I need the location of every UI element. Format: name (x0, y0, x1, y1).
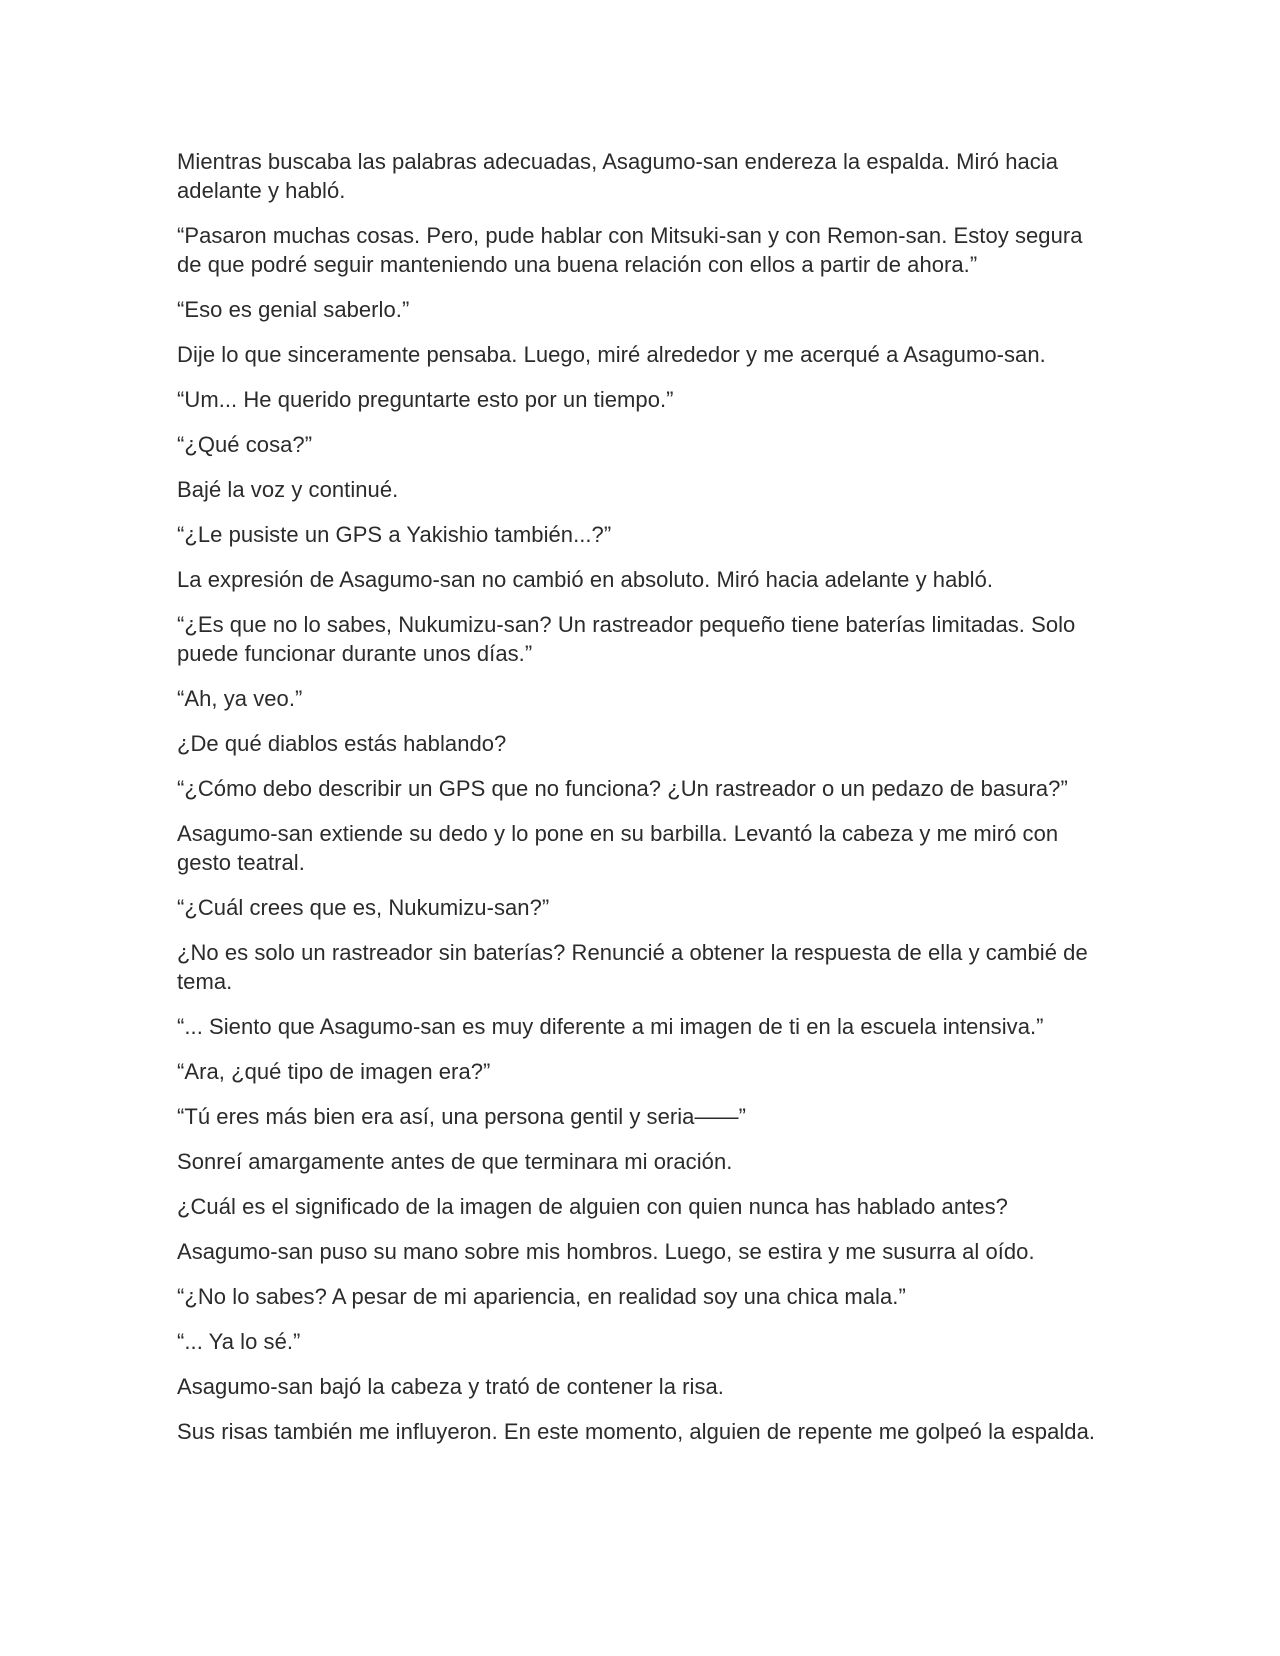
paragraph: ¿Cuál es el significado de la imagen de alguien con quien nunca has hablado antes? (177, 1194, 1008, 1219)
body-text (177, 147, 1107, 1462)
paragraph: “¿Le pusiste un GPS a Yakishio también...?” (177, 522, 612, 547)
paragraph: “Eso es genial saberlo.” (177, 297, 410, 322)
paragraph: “¿Qué cosa?” (177, 432, 313, 457)
paragraph: “¿No lo sabes? A pesar de mi apariencia, en realidad soy una chica mala.” (177, 1284, 906, 1309)
paragraph: Mientras buscaba las palabras adecuadas, Asagumo-san endereza la espalda. Miró hacia adelante y habló. (177, 149, 1059, 203)
paragraph: Asagumo-san puso su mano sobre mis hombros. Luego, se estira y me susurra al oído. (177, 1239, 1035, 1264)
paragraph: “¿Cuál crees que es, Nukumizu-san?” (177, 895, 550, 920)
paragraph: “... Ya lo sé.” (177, 1329, 301, 1354)
paragraph: “¿Es que no lo sabes, Nukumizu-san? Un rastreador pequeño tiene baterías limitadas. Solo puede funcionar durante unos días.” (177, 612, 1076, 666)
paragraph: “Tú eres más bien era así, una persona gentil y seria——” (177, 1104, 746, 1129)
paragraph: Dije lo que sinceramente pensaba. Luego, miré alrededor y me acerqué a Asagumo-san. (177, 342, 1046, 367)
paragraph: “Um... He querido preguntarte esto por un tiempo.” (177, 387, 674, 412)
paragraph: Sonreí amargamente antes de que terminara mi oración. (177, 1149, 733, 1174)
paragraph: “... Siento que Asagumo-san es muy diferente a mi imagen de ti en la escuela intensiva.” (177, 1014, 1044, 1039)
paragraph: “Ara, ¿qué tipo de imagen era?” (177, 1059, 491, 1084)
paragraph: ¿De qué diablos estás hablando? (177, 731, 507, 756)
paragraph: Asagumo-san bajó la cabeza y trató de contener la risa. (177, 1374, 724, 1399)
paragraph: ¿No es solo un rastreador sin baterías? Renuncié a obtener la respuesta de ella y cambié de tema. (177, 940, 1088, 994)
paragraph: La expresión de Asagumo-san no cambió en absoluto. Miró hacia adelante y habló. (177, 567, 994, 592)
paragraph: Bajé la voz y continué. (177, 477, 399, 502)
paragraph: Sus risas también me influyeron. En este momento, alguien de repente me golpeó la espalda. (177, 1419, 1096, 1444)
paragraph: “Pasaron muchas cosas. Pero, pude hablar con Mitsuki-san y con Remon-san. Estoy segura de que podré seguir manteniendo una buena relación con ellos a partir de ahora.” (177, 223, 1083, 277)
paragraph: “Ah, ya veo.” (177, 686, 303, 711)
paragraph: Asagumo-san extiende su dedo y lo pone en su barbilla. Levantó la cabeza y me miró con gesto teatral. (177, 821, 1059, 875)
paragraph: “¿Cómo debo describir un GPS que no funciona? ¿Un rastreador o un pedazo de basura?” (177, 776, 1068, 801)
